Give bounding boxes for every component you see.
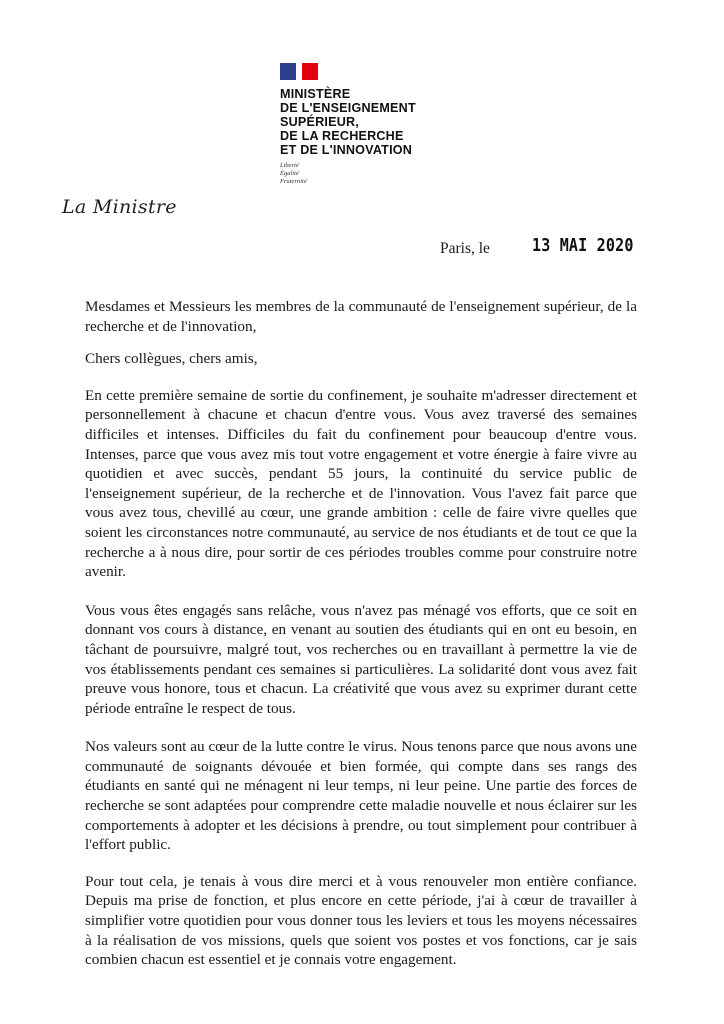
motto-line: Égalité [280, 170, 299, 177]
ministry-name [280, 87, 460, 157]
motto-line: Liberté [280, 162, 299, 169]
ministry-line: SUPÉRIEUR, [280, 115, 359, 129]
republic-motto [280, 162, 460, 186]
letter-greeting: Chers collègues, chers amis, [85, 350, 258, 368]
letter-paragraph: Nos valeurs sont au cœur de la lutte contre le virus. Nous tenons parce que nous avons une communauté de soignants dévouée et bien formée, qui compte dans ses rangs des étudiants en santé qui ne ménagent ni leur temps, ni leur peine. Une partie des forces de recherche se sont adaptées pour comprendre cette maladie nouvelle et nous éclairer sur les comportements à adopter et les décisions à prendre, ou tout simplement pour contribuer à l'effort public. [85, 738, 637, 854]
letter-paragraph: En cette première semaine de sortie du confinement, je souhaite m'adresser directement et personnellement à chacune et chacun d'entre vous. Vous avez traversé des semaines difficiles et intenses. Difficiles du fait du confinement pour beaucoup d'entre vous. Intenses, parce que vous avez mis tout votre engagement et votre énergie à faire vivre au quotidien et avec succès, pendant 55 jours, la continuité du service public de l'enseignement supérieur, de la recherche et de l'innovation. Vous l'avez fait parce que vous avez tous, chevillé au cœur, une grande ambition : celle de faire vivre quelles que soient les circonstances notre communauté, au service de nos étudiants et de tout ce que la recherche a à nous dire, pour sortir de ces périodes troubles comme pour construire notre avenir. [85, 386, 637, 581]
ministry-line: ET DE L'INNOVATION [280, 143, 413, 157]
letter-paragraph: Vous vous êtes engagés sans relâche, vous n'avez pas ménagé vos efforts, que ce soit en donnant vos cours à distance, en venant au soutien des étudiants qui en ont eu besoin, en tâchant de poursuivre, malgré tout, vos recherches ou en travaillant à permettre la vie de vos établissements pendant ces semaines si particulières. La solidarité dont vous avez fait preuve vous honore, tous et chacun. La créativité que vous avez su exprimer durant cette période entraîne le respect de tous. [85, 601, 637, 717]
letter-address: Mesdames et Messieurs les membres de la communauté de l'enseignement supérieur, de la recherche et de l'innovation, [85, 298, 637, 335]
ministry-line: DE L'ENSEIGNEMENT [280, 101, 416, 115]
french-flag-icon [280, 63, 318, 80]
date-stamp: 13 MAI 2020 [532, 236, 634, 256]
motto-line: Fraternité [280, 178, 307, 185]
signature-title: La Ministre [62, 196, 177, 218]
letter-paragraph: Pour tout cela, je tenais à vous dire merci et à vous renouveler mon entière confiance. Depuis ma prise de fonction, et plus encore en cette période, j'ai à cœur de travailler à simplifier votre quotidien pour vous donner tous les leviers et tous les moyens nécessaires à la réalisation de vos missions, quels que soient vos postes et vos fonctions, car je sais combien chacun est essentiel et je connais votre engagement. [85, 872, 637, 969]
ministry-line: MINISTÈRE [280, 87, 351, 101]
letter-body [85, 297, 637, 970]
ministry-line: DE LA RECHERCHE [280, 129, 404, 143]
place-label: Paris, le [440, 240, 490, 257]
ministry-logo [280, 63, 460, 186]
